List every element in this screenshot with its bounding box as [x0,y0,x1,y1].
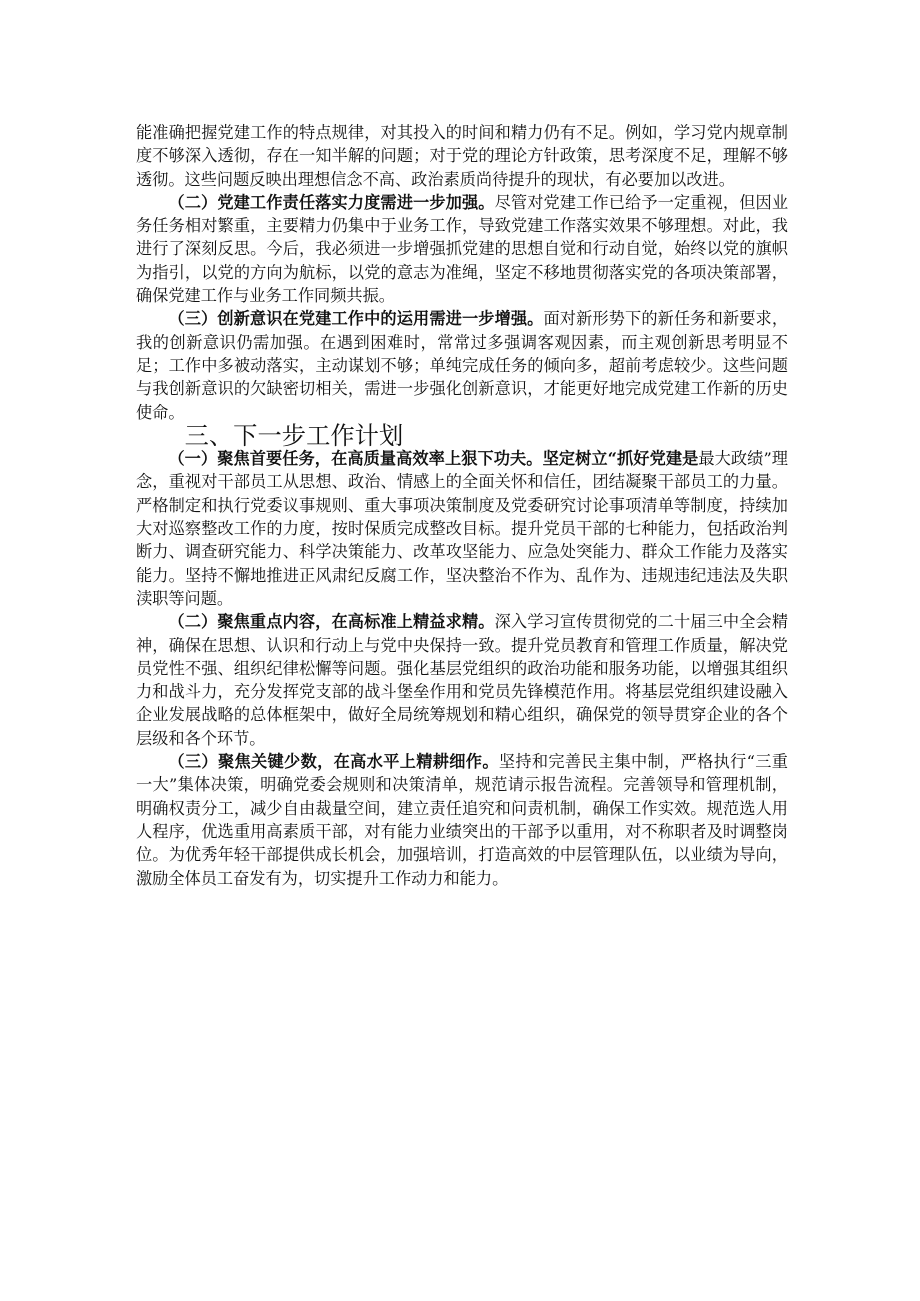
paragraph-continued [136,121,788,191]
paragraph-text: 最大政绩”理念，重视对干部员工从思想、政治、情感上的全面关怀和信任，团结凝聚干部员工的力量。严格制定和执行党委议事规则、重大事项决策制度及党委研究讨论事项清单等制度，持续加大对巡察整改工作的力度，按时保质完成整改目标。提升党员干部的七种能力，包括政治判断力、调查研究能力、科学决策能力、改革攻坚能力、应急处突能力、群众工作能力及落实能力。坚持不懈地推进正风肃纪反腐工作，坚决整治不作为、乱作为、违规违纪违法及失职渎职等问题。 [136,449,788,608]
paragraph-innovation [136,307,788,423]
paragraph-party-responsibility [136,191,788,307]
paragraph-text: 坚持和完善民主集中制，严格执行“三重一大”集体决策，明确党委会规则和决策清单，规范请示报告流程。完善领导和管理机制，明确权责分工，减少自由裁量空间，建立责任追究和问责机制，确保工作实效。规范选人用人程序，优选重用高素质干部，对有能力业绩突出的干部予以重用，对不称职者及时调整岗位。为优秀年轻干部提供成长机会，加强培训，打造高效的中层管理队伍，以业绩为导向，激励全体员工奋发有为，切实提升工作动力和能力。 [136,752,788,888]
plan-paragraph-key-content [136,610,788,750]
paragraph-lead: （二）聚焦重点内容，在高标准上精益求精。 [168,612,495,632]
section-heading: 三、下一步工作计划 [184,420,404,450]
paragraph-lead: （三）创新意识在党建工作中的运用需进一步增强。 [168,309,544,329]
paragraph-text: 深入学习宣传贯彻党的二十届三中全会精神，确保在思想、认识和行动上与党中央保持一致。提升党员教育和管理工作质量，解决党员党性不强、组织纪律松懈等问题。强化基层党组织的政治功能和服务功能，以增强其组织力和战斗力，充分发挥党支部的战斗堡垒作用和党员先锋模范作用。将基层党组织建设融入企业发展战略的总体框架中，做好全局统筹规划和精心组织，确保党的领导贯穿企业的各个层级和各个环节。 [136,612,789,748]
paragraph-text: 面对新形势下的新任务和新要求，我的创新意识仍需加强。在遇到困难时，常常过多强调客观因素，而主观创新思考明显不足；工作中多被动落实，主动谋划不够；单纯完成任务的倾向多，超前考虑较少。这些问题与我创新意识的欠缺密切相关，需进一步强化创新意识，才能更好地完成党建工作新的历史使命。 [136,309,789,422]
paragraph-lead: （二）党建工作责任落实力度需进一步加强。 [168,192,495,212]
paragraph-lead: （一）聚焦首要任务，在高质量高效率上狠下功夫。坚定树立“抓好党建是 [168,449,699,469]
paragraph-lead: （三）聚焦关键少数，在高水平上精耕细作。 [168,752,499,772]
document-page [136,121,788,890]
paragraph-text: 尽管对党建工作已给予一定重视，但因业务任务相对繁重，主要精力仍集中于业务工作，导致党建工作落实效果不够理想。对此，我进行了深刻反思。今后，我必须进一步增强抓党建的思想自觉和行动自觉，始终以党的旗帜为指引，以党的方向为航标，以党的意志为准绳，坚定不移地贯彻落实党的各项决策部署，确保党建工作与业务工作同频共振。 [136,192,789,306]
plan-paragraph-key-minority [136,750,788,890]
paragraph-text: 能准确把握党建工作的特点规律，对其投入的时间和精力仍有不足。例如，学习党内规章制度不够深入透彻，存在一知半解的问题；对于党的理论方针政策，思考深度不足，理解不够透彻。这些问题反映出理想信念不高、政治素质尚待提升的现状，有必要加以改进。 [136,123,788,189]
plan-paragraph-primary-task [136,447,788,610]
